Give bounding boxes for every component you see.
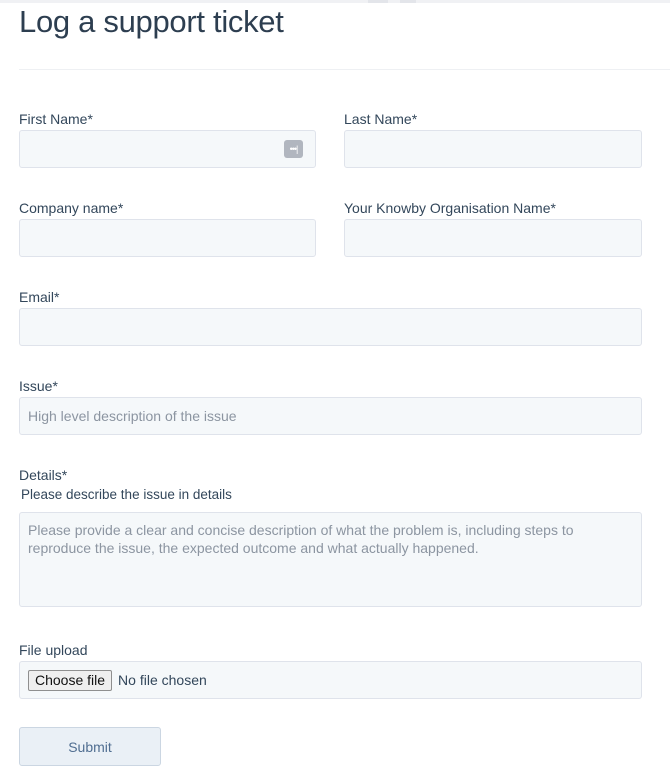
last-name-input[interactable]: [344, 130, 642, 168]
file-status-text: No file chosen: [118, 672, 207, 688]
organisation-name-input[interactable]: [344, 219, 642, 257]
first-name-input[interactable]: [19, 130, 316, 168]
issue-input[interactable]: [19, 397, 642, 435]
organisation-name-label: Your Knowby Organisation Name*: [344, 200, 556, 216]
top-edge-segment: [368, 0, 388, 3]
email-input[interactable]: [19, 308, 642, 346]
autofill-icon[interactable]: •••|: [284, 140, 303, 158]
page-title: Log a support ticket: [19, 4, 284, 39]
top-edge-segment: [400, 0, 416, 3]
issue-label: Issue*: [19, 378, 58, 394]
details-label: Details*: [19, 467, 68, 483]
file-upload-field: [19, 661, 642, 699]
email-label: Email*: [19, 289, 60, 305]
file-upload-label: File upload: [19, 642, 88, 658]
last-name-label: Last Name*: [344, 111, 418, 127]
title-divider: [19, 69, 670, 70]
details-description: Please describe the issue in details: [21, 487, 232, 502]
company-name-input[interactable]: [19, 219, 316, 257]
top-edge-strip: [0, 0, 670, 3]
submit-button[interactable]: Submit: [19, 727, 161, 766]
choose-file-button[interactable]: Choose file: [28, 670, 112, 691]
details-textarea[interactable]: [19, 512, 642, 607]
first-name-label: First Name*: [19, 111, 93, 127]
company-name-label: Company name*: [19, 200, 124, 216]
